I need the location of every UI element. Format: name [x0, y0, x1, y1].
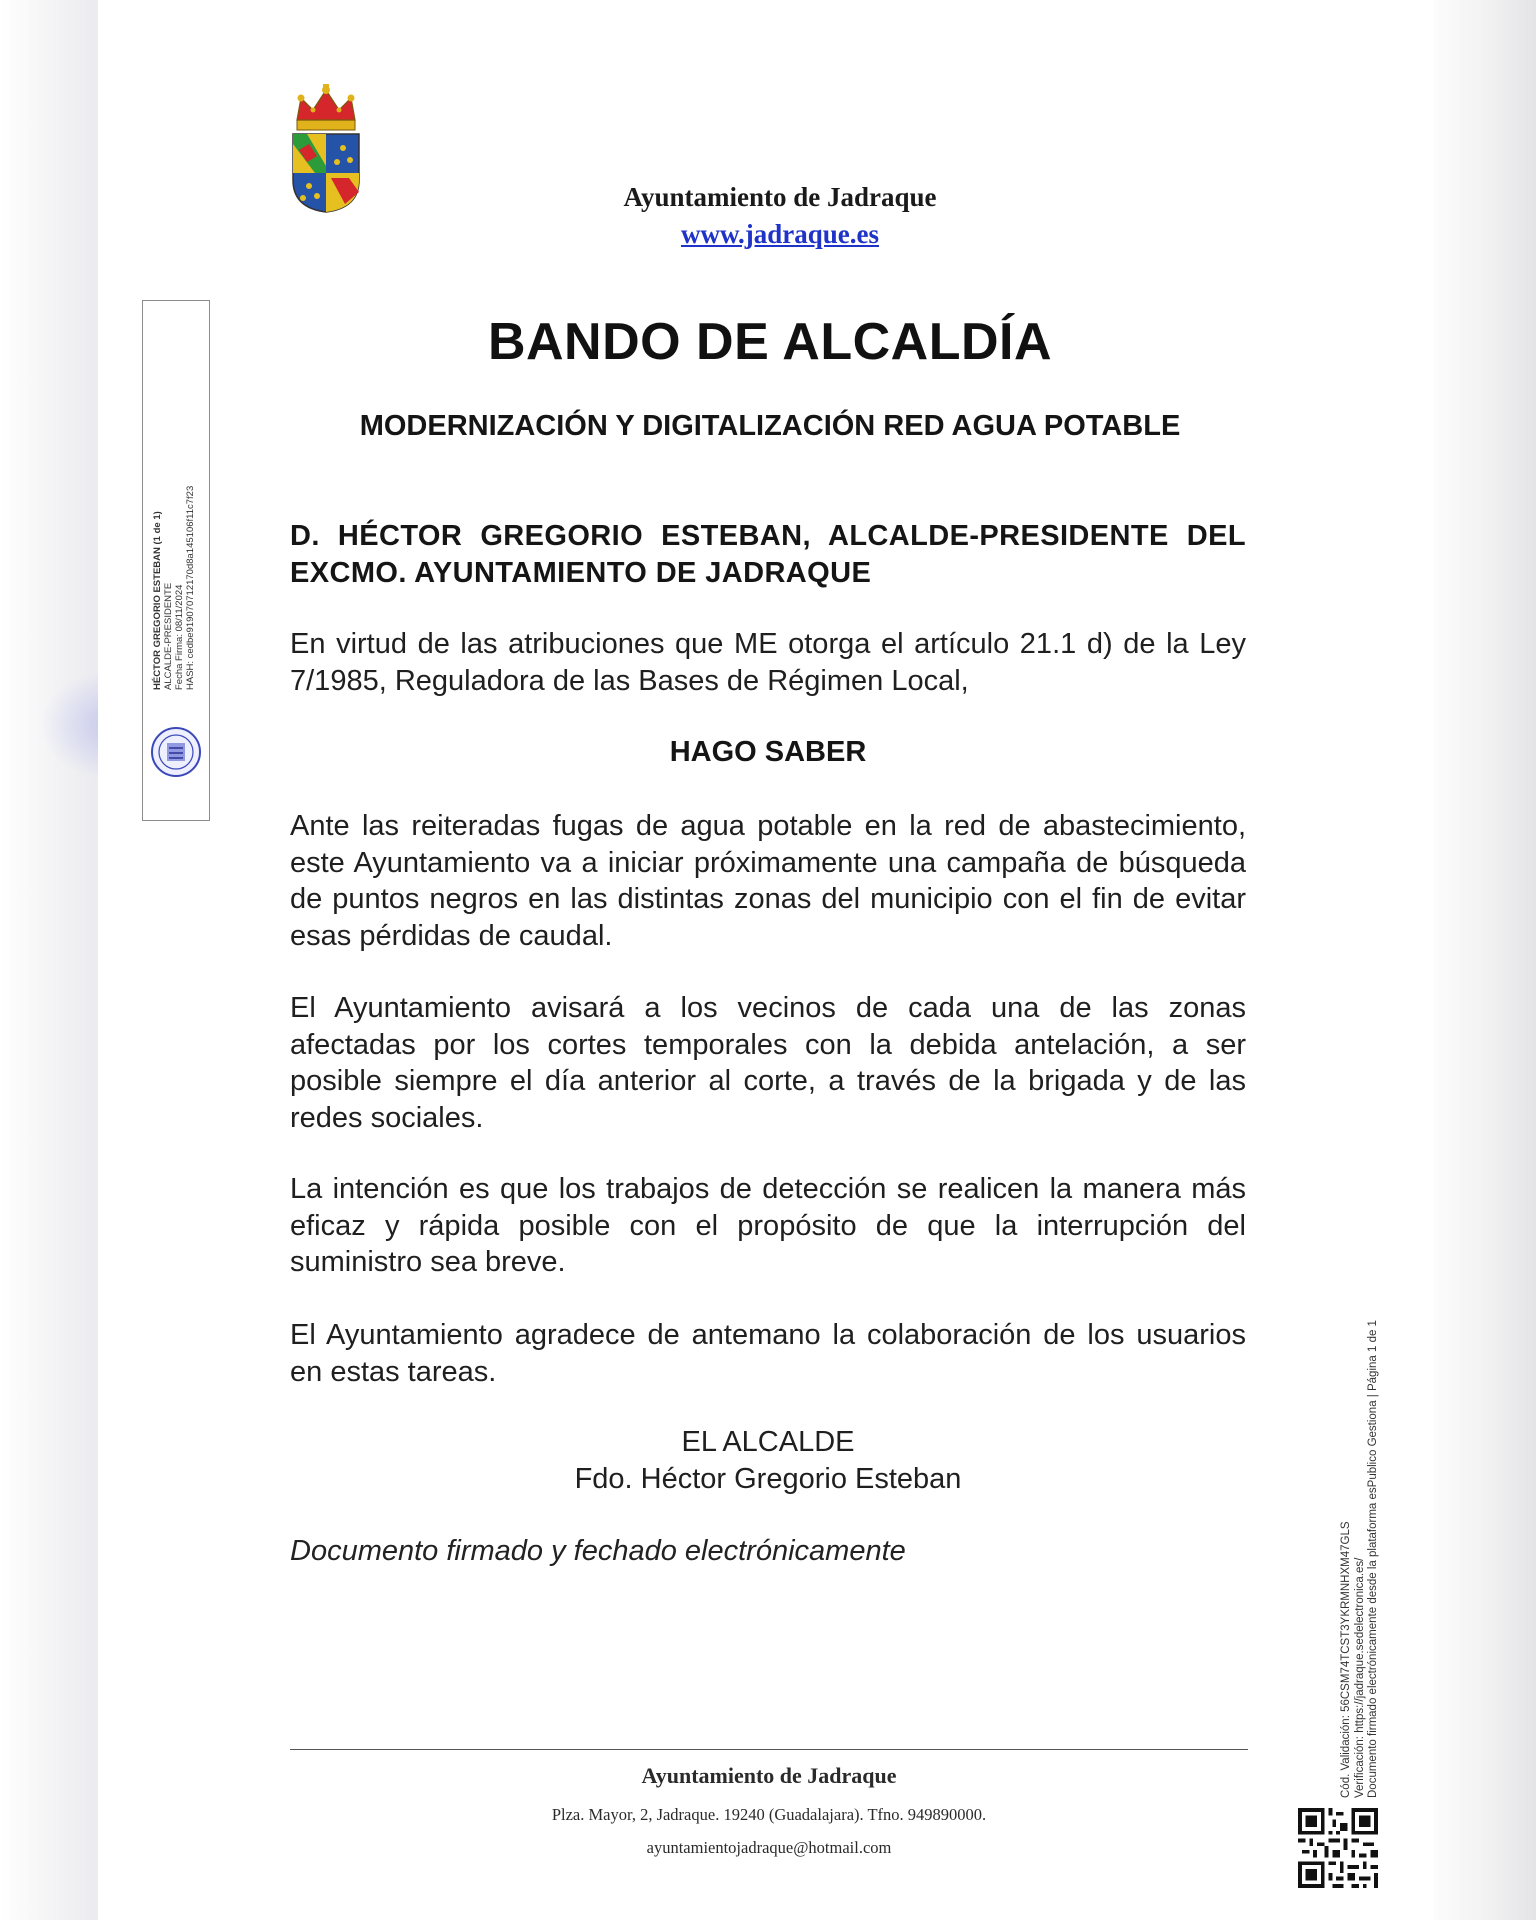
coat-of-arms-icon: [287, 84, 365, 214]
issuer-heading: D. HÉCTOR GREGORIO ESTEBAN, ALCALDE-PRESIDENTE DEL EXCMO. AYUNTAMIENTO DE JADRAQUE: [290, 520, 1246, 589]
signature-date: Fecha Firma: 08/11/2024: [174, 584, 185, 690]
preamble-paragraph: En virtud de las atribuciones que ME otorga el artículo 21.1 d) de la Ley 7/1985, Reguladora de las Bases de Régimen Local,: [290, 628, 1246, 697]
signature-signer: HÉCTOR GREGORIO ESTEBAN (1 de 1): [152, 511, 163, 690]
footer-email[interactable]: ayuntamientojadraque@hotmail.com: [646, 1838, 892, 1857]
qr-code-icon[interactable]: [1298, 1808, 1378, 1888]
document-title: BANDO DE ALCALDÍA: [487, 313, 1053, 371]
scan-shadow-right: [1416, 0, 1536, 1920]
footer-address: Plza. Mayor, 2, Jadraque. 19240 (Guadalajara). Tfno. 949890000.: [551, 1805, 987, 1824]
body-paragraph-1: Ante las reiteradas fugas de agua potable en la red de abastecimiento, este Ayuntamiento va a iniciar próximamente una campaña de búsqueda de puntos negros en las distintas zonas del municipio con el fin de evitar esas pérdidas de caudal.: [290, 810, 1246, 952]
verification-strip: [1340, 1218, 1381, 1798]
signature-hash: HASH: cedbe919070712170d8a145106f11c7f23: [185, 485, 196, 690]
body-paragraph-4: El Ayuntamiento agradece de antemano la colaboración de los usuarios en estas tareas.: [290, 1319, 1246, 1388]
body-paragraph-3: La intención es que los trabajos de detección se realicen la manera más eficaz y rápida posible con el propósito de que la interrupción del suministro sea breve.: [290, 1173, 1246, 1278]
announcement-heading: HAGO SABER: [669, 736, 867, 768]
header-website-link[interactable]: www.jadraque.es: [680, 219, 879, 249]
document-page: [98, 0, 1434, 1920]
signature-strip-text: [152, 430, 196, 690]
signer-name: Fdo. Héctor Gregorio Esteban: [574, 1463, 962, 1495]
verification-code: Cód. Validación: 56CSM74TCST3YKRMNHXM47GLS: [1340, 1521, 1352, 1798]
footer-institution: Ayuntamiento de Jadraque: [641, 1763, 897, 1788]
footer-divider: [290, 1749, 1248, 1750]
verification-platform: Documento firmado electrónicamente desde la plataforma esPublico Gestiona | Página 1 de 1: [1367, 1320, 1379, 1798]
signer-role: EL ALCALDE: [681, 1426, 855, 1458]
document-subtitle: MODERNIZACIÓN Y DIGITALIZACIÓN RED AGUA POTABLE: [359, 410, 1181, 442]
official-seal-icon: [150, 726, 202, 778]
scan-shadow-left: [0, 0, 110, 1920]
verification-url[interactable]: Verificación: https://jadraque.sedelectronica.es/: [1353, 1557, 1366, 1798]
electronic-signature-note: Documento firmado y fechado electrónicamente: [290, 1535, 906, 1567]
header-institution: Ayuntamiento de Jadraque: [623, 182, 937, 212]
body-paragraph-2: El Ayuntamiento avisará a los vecinos de cada una de las zonas afectadas por los cortes temporales con la debida antelación, a ser posible siempre el día anterior al corte, a través de la brigada y de las redes sociales.: [290, 992, 1246, 1134]
signature-role: ALCALDE-PRESIDENTE: [163, 582, 174, 690]
